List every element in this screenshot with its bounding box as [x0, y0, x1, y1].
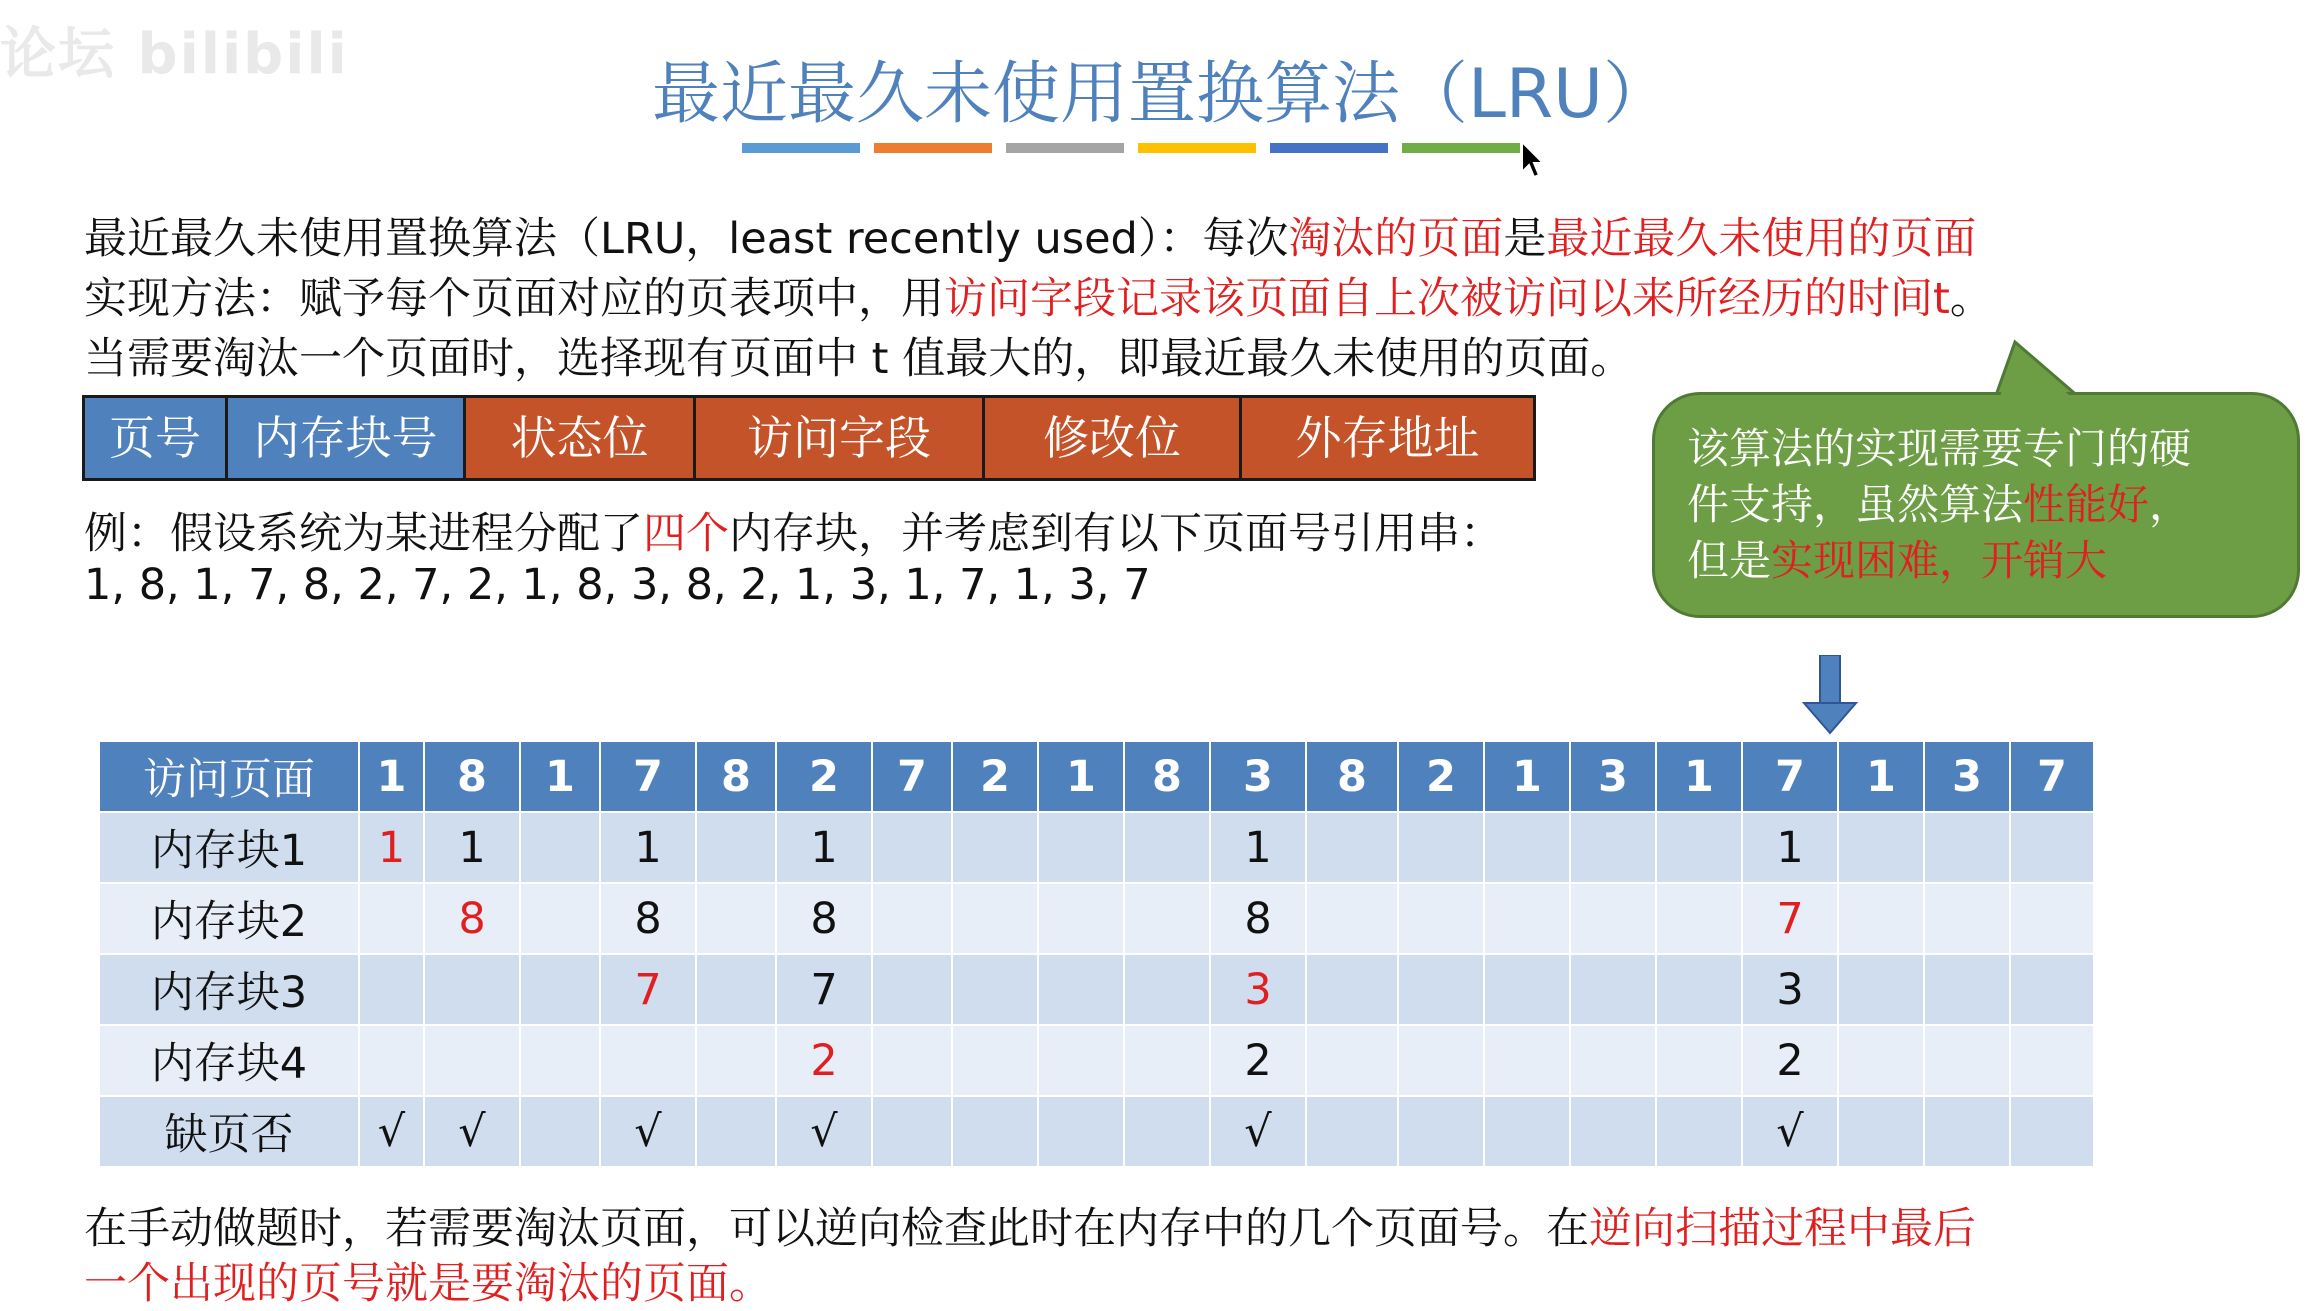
table-cell: [1038, 954, 1124, 1025]
table-cell: [1570, 812, 1656, 883]
table-cell: 1: [1742, 812, 1838, 883]
table-cell: [1038, 812, 1124, 883]
table-cell: 2: [1210, 1025, 1306, 1096]
table-cell: 7: [600, 954, 696, 1025]
table-cell: 1: [600, 812, 696, 883]
table-cell: [1038, 1096, 1124, 1167]
table-cell: [1306, 1096, 1398, 1167]
table-cell: [1924, 883, 2010, 954]
table-cell: [1398, 1025, 1484, 1096]
table-cell: [872, 954, 952, 1025]
title-bar-2: [874, 143, 992, 153]
reference-page: 7: [2010, 741, 2094, 812]
reference-page: 3: [1570, 741, 1656, 812]
table-cell: [1484, 1096, 1570, 1167]
table-cell: [1038, 883, 1124, 954]
field-external-address: 外存地址: [1242, 398, 1533, 478]
table-cell: 1: [1210, 812, 1306, 883]
table-cell: [872, 812, 952, 883]
table-row: [99, 883, 2094, 954]
row-label: 内存块1: [99, 812, 359, 883]
table-cell: 7: [1742, 883, 1838, 954]
table-cell: √: [359, 1096, 424, 1167]
table-cell: [1484, 883, 1570, 954]
table-cell: [520, 954, 600, 1025]
definition-highlight-2: 最近最久未使用的页面: [1546, 214, 1977, 264]
table-cell: 8: [1210, 883, 1306, 954]
reference-page: 7: [1742, 741, 1838, 812]
table-cell: [1306, 883, 1398, 954]
watermark: 论坛 bilibili: [0, 22, 349, 87]
table-cell: [1838, 954, 1924, 1025]
row-label: 内存块3: [99, 954, 359, 1025]
callout-line-2: [1687, 477, 2265, 533]
reference-page: 1: [359, 741, 424, 812]
example-text-2: 内存块，并考虑到有以下页面号引用串：: [729, 509, 1503, 559]
reference-page: 1: [1484, 741, 1570, 812]
table-cell: [1838, 1025, 1924, 1096]
table-cell: [1656, 954, 1742, 1025]
table-cell: [696, 1025, 776, 1096]
table-cell: [1570, 954, 1656, 1025]
table-cell: √: [600, 1096, 696, 1167]
table-cell: [952, 883, 1038, 954]
method-line: [84, 265, 1993, 326]
table-cell: [2010, 812, 2094, 883]
method-line-2: 当需要淘汰一个页面时，选择现有页面中 t 值最大的，即最近最久未使用的页面。: [84, 334, 1634, 384]
reference-page: 1: [520, 741, 600, 812]
method-highlight: 访问字段记录该页面自上次被访问以来所经历的时间t: [944, 274, 1950, 324]
table-cell: [1124, 812, 1210, 883]
reference-page: 7: [600, 741, 696, 812]
table-cell: [1656, 812, 1742, 883]
reference-page: 1: [1838, 741, 1924, 812]
table-cell: [872, 1096, 952, 1167]
down-arrow-icon: [1800, 655, 1860, 735]
reference-page: 3: [1924, 741, 2010, 812]
table-cell: [696, 954, 776, 1025]
reference-page: 8: [696, 741, 776, 812]
table-cell: [1484, 954, 1570, 1025]
table-row: [99, 812, 2094, 883]
table-cell: [696, 883, 776, 954]
table-cell: [2010, 883, 2094, 954]
example-text: 例：假设系统为某进程分配了: [84, 509, 643, 559]
definition-highlight-1: 淘汰的页面: [1288, 214, 1504, 264]
table-cell: [1124, 954, 1210, 1025]
callout-highlight-1: 性能好: [2023, 480, 2150, 529]
reference-page: 2: [952, 741, 1038, 812]
bottom-text: 在手动做题时，若需要淘汰页面，可以逆向检查此时在内存中的几个页面号。在: [84, 1204, 1589, 1254]
callout-text-2: 但是: [1687, 536, 1772, 585]
table-cell: [1570, 883, 1656, 954]
callout-highlight-2: 实现困难，开销大: [1771, 536, 2108, 585]
reference-page: 2: [776, 741, 872, 812]
table-cell: [1838, 883, 1924, 954]
table-cell: [520, 812, 600, 883]
field-status-bit: 状态位: [466, 398, 696, 478]
table-cell: [696, 1096, 776, 1167]
table-cell: [1038, 1025, 1124, 1096]
table-cell: [520, 883, 600, 954]
table-cell: [1398, 812, 1484, 883]
bottom-end: 。: [729, 1259, 772, 1309]
table-cell: [872, 883, 952, 954]
reference-page: 8: [1306, 741, 1398, 812]
table-row: [99, 954, 2094, 1025]
reference-page: 2: [1398, 741, 1484, 812]
row-label: 内存块2: [99, 883, 359, 954]
callout-punct: ，: [2149, 480, 2192, 529]
table-cell: 1: [424, 812, 520, 883]
definition-text: 最近最久未使用置换算法（LRU，least recently used）：每次: [84, 214, 1289, 264]
table-cell: [1124, 883, 1210, 954]
table-cell: [1306, 1025, 1398, 1096]
row-label: 缺页否: [99, 1096, 359, 1167]
reference-page: 1: [1656, 741, 1742, 812]
title-bar-4: [1138, 143, 1256, 153]
table-cell: [1306, 812, 1398, 883]
table-cell: [2010, 1096, 2094, 1167]
page-table-entry-fields: [82, 395, 1536, 481]
table-cell: [1656, 883, 1742, 954]
reference-page: 8: [1124, 741, 1210, 812]
table-cell: [1656, 1096, 1742, 1167]
table-cell: [359, 1025, 424, 1096]
table-cell: 3: [1210, 954, 1306, 1025]
example-line: [84, 500, 1503, 561]
table-cell: [952, 1025, 1038, 1096]
table-cell: [1570, 1096, 1656, 1167]
definition-connector: 是: [1503, 214, 1547, 264]
table-cell: [1124, 1096, 1210, 1167]
table-row: [99, 1096, 2094, 1167]
table-cell: √: [1210, 1096, 1306, 1167]
table-cell: [1838, 812, 1924, 883]
callout-text: 件支持，虽然算法: [1687, 480, 2024, 529]
method-end: 。: [1949, 274, 1993, 324]
table-cell: [1570, 1025, 1656, 1096]
title-bar-3: [1006, 143, 1124, 153]
table-cell: [1656, 1025, 1742, 1096]
table-cell: 7: [776, 954, 872, 1025]
table-cell: [424, 954, 520, 1025]
reference-page: 7: [872, 741, 952, 812]
table-cell: [696, 812, 776, 883]
table-cell: [2010, 1025, 2094, 1096]
table-row: [99, 1025, 2094, 1096]
table-cell: [1924, 1025, 2010, 1096]
table-cell: 1: [776, 812, 872, 883]
table-cell: 3: [1742, 954, 1838, 1025]
field-access-field: 访问字段: [696, 398, 985, 478]
table-cell: [1398, 1096, 1484, 1167]
table-cell: [1924, 812, 2010, 883]
table-cell: [600, 1025, 696, 1096]
table-cell: [1124, 1025, 1210, 1096]
table-cell: [952, 954, 1038, 1025]
title-bar-1: [742, 143, 860, 153]
reference-page: 8: [424, 741, 520, 812]
bottom-note-line-1: [84, 1195, 1976, 1256]
callout-line-3: [1687, 533, 2265, 589]
table-cell: [1398, 883, 1484, 954]
table-cell: [872, 1025, 952, 1096]
table-cell: [1484, 812, 1570, 883]
table-header-row: [99, 741, 2094, 812]
bottom-highlight-2: 一个出现的页号就是要淘汰的页面: [84, 1259, 729, 1309]
table-cell: 8: [776, 883, 872, 954]
reference-string: 1, 8, 1, 7, 8, 2, 7, 2, 1, 8, 3, 8, 2, 1, 3, 1, 7, 1, 3, 7: [84, 560, 1151, 610]
row-label: 内存块4: [99, 1025, 359, 1096]
table-cell: √: [776, 1096, 872, 1167]
reference-page: 3: [1210, 741, 1306, 812]
table-cell: [520, 1025, 600, 1096]
definition-line: [84, 205, 1976, 266]
table-cell: [952, 1096, 1038, 1167]
bottom-highlight-1: 逆向扫描过程中最后: [1589, 1204, 1976, 1254]
callout-line-1: 该算法的实现需要专门的硬: [1687, 424, 2192, 473]
callout-bubble: [1652, 392, 2300, 618]
table-cell: [359, 883, 424, 954]
table-cell: [2010, 954, 2094, 1025]
table-cell: [359, 954, 424, 1025]
table-cell: 2: [776, 1025, 872, 1096]
page-title: 最近最久未使用置换算法（LRU）: [652, 55, 1671, 134]
table-cell: [424, 1025, 520, 1096]
table-cell: [1838, 1096, 1924, 1167]
title-bar-5: [1270, 143, 1388, 153]
table-cell: 8: [600, 883, 696, 954]
header-label: 访问页面: [99, 741, 359, 812]
field-page-number: 页号: [85, 398, 228, 478]
table-cell: [1398, 954, 1484, 1025]
bottom-note-line-2: [84, 1250, 772, 1311]
reference-page: 1: [1038, 741, 1124, 812]
field-memory-block: 内存块号: [228, 398, 466, 478]
lru-trace-table: [98, 740, 2095, 1168]
field-modify-bit: 修改位: [985, 398, 1242, 478]
method-text: 实现方法：赋予每个页面对应的页表项中，用: [84, 274, 944, 324]
table-cell: [1306, 954, 1398, 1025]
table-cell: 1: [359, 812, 424, 883]
table-cell: [1924, 1096, 2010, 1167]
table-cell: [1924, 954, 2010, 1025]
table-cell: √: [424, 1096, 520, 1167]
table-cell: [952, 812, 1038, 883]
table-cell: 2: [1742, 1025, 1838, 1096]
table-cell: √: [1742, 1096, 1838, 1167]
table-cell: [520, 1096, 600, 1167]
example-highlight: 四个: [643, 509, 729, 559]
table-cell: [1484, 1025, 1570, 1096]
title-bar-6: [1402, 143, 1520, 153]
table-cell: 8: [424, 883, 520, 954]
mouse-cursor-icon: [1520, 140, 1546, 180]
